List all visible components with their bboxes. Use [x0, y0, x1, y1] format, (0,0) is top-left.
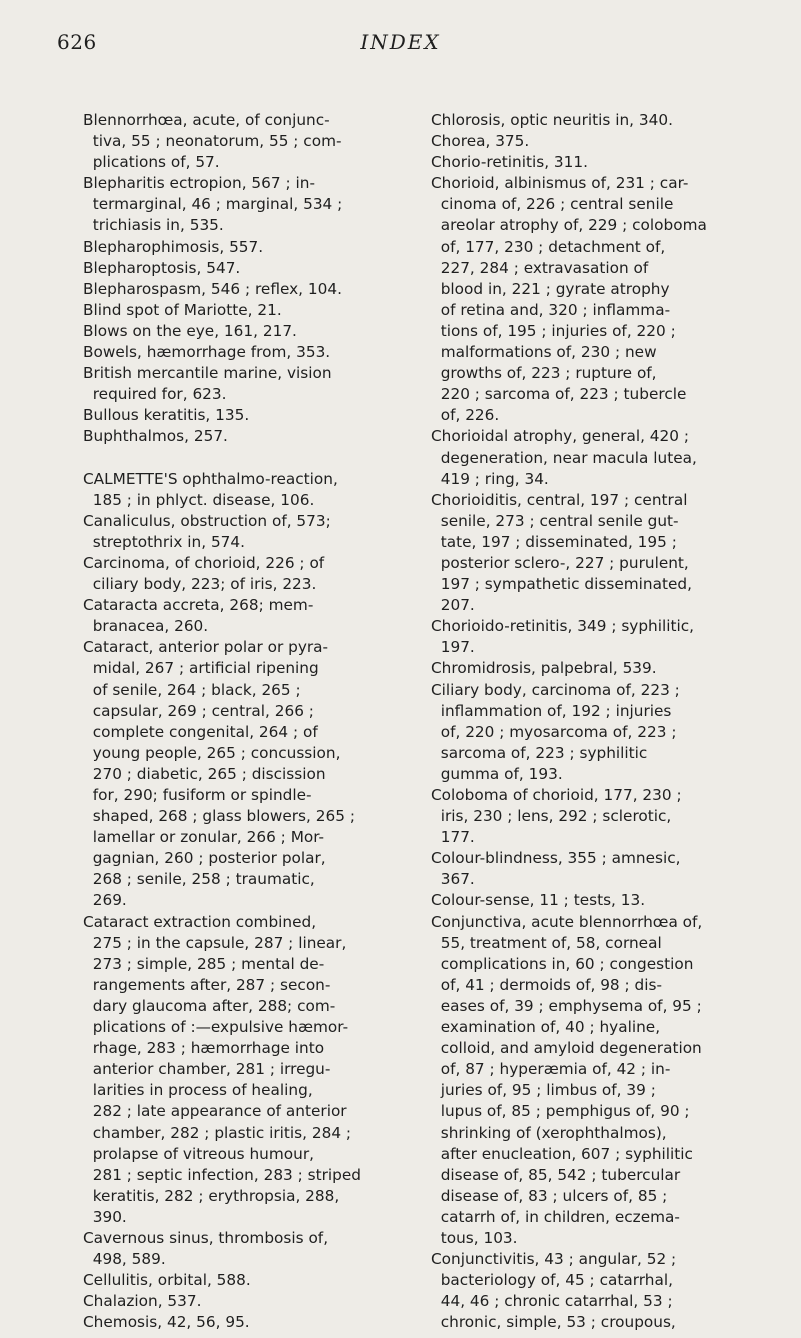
index-entry-line: young people, 265 ; concussion,	[83, 743, 341, 762]
index-entry-line: 282 ; late appearance of anterior	[83, 1102, 347, 1121]
index-entry-line: Chorioid, albinismus of, 231 ; car-	[431, 174, 689, 193]
index-entry-line: inflammation of, 192 ; injuries	[431, 701, 672, 720]
index-entry-line: examination of, 40 ; hyaline,	[431, 1018, 661, 1037]
index-entry-line: gumma of, 193.	[431, 764, 563, 783]
index-entry-line: posterior sclero-, 227 ; purulent,	[431, 553, 689, 572]
index-entry-line: 207.	[431, 596, 475, 615]
index-entry-line: required for, 623.	[83, 385, 227, 404]
index-entry-line: Blepharoptosis, 547.	[83, 258, 241, 277]
index-entry-line: Colour-sense, 11 ; tests, 13.	[431, 891, 646, 910]
index-entry-line: bacteriology of, 45 ; catarrhal,	[431, 1271, 673, 1290]
index-entry-line: Chemosis, 42, 56, 95.	[83, 1313, 250, 1332]
index-entry-line: branacea, 260.	[83, 617, 209, 636]
index-entry-line: plications of, 57.	[83, 153, 220, 172]
index-entry-line: of, 87 ; hyperæmia of, 42 ; in-	[431, 1060, 671, 1079]
index-entry-line: Chorioido-retinitis, 349 ; syphilitic,	[431, 617, 695, 636]
index-entry-line: 281 ; septic infection, 283 ; striped	[83, 1165, 362, 1184]
index-entry-line: Blind spot of Mariotte, 21.	[83, 300, 282, 319]
index-entry-line: complications in, 60 ; congestion	[431, 954, 694, 973]
index-entry-line: Chorea, 375.	[431, 132, 530, 151]
index-entry-line: 270 ; diabetic, 265 ; discission	[83, 764, 326, 783]
index-entry-line: 185 ; in phlyct. disease, 106.	[83, 490, 315, 509]
index-entry-line: Conjunctivitis, 43 ; angular, 52 ;	[431, 1250, 677, 1269]
index-entry-line: larities in process of healing,	[83, 1081, 313, 1100]
index-entry-line: Conjunctiva, acute blennorrhœa of,	[431, 912, 703, 931]
index-entry-line: Canaliculus, obstruction of, 573;	[83, 511, 331, 530]
index-entry-line: 269.	[83, 891, 127, 910]
index-entry-line: Chromidrosis, palpebral, 539.	[431, 659, 657, 678]
index-entry-line: chamber, 282 ; plastic iritis, 284 ;	[83, 1123, 352, 1142]
index-entry-line: 275 ; in the capsule, 287 ; linear,	[83, 933, 347, 952]
index-entry-line: Chorioiditis, central, 197 ; central	[431, 490, 688, 509]
index-entry-line: lupus of, 85 ; pemphigus of, 90 ;	[431, 1102, 690, 1121]
index-entry-line: gagnian, 260 ; posterior polar,	[83, 849, 326, 868]
index-entry-line: CALMETTE'S ophthalmo-reaction,	[83, 469, 338, 488]
index-entry-line: 273 ; simple, 285 ; mental de-	[83, 954, 325, 973]
index-entry-line: growths of, 223 ; rupture of,	[431, 364, 657, 383]
index-entry-line: of, 226.	[431, 406, 500, 425]
index-entry-line: complete congenital, 264 ; of	[83, 722, 318, 741]
index-entry-line: Bullous keratitis, 135.	[83, 406, 250, 425]
index-entry-line: cinoma of, 226 ; central senile	[431, 195, 674, 214]
index-entry-line: chronic, simple, 53 ; croupous,	[431, 1313, 676, 1332]
index-entry-line: of, 41 ; dermoids of, 98 ; dis-	[431, 975, 662, 994]
index-entry-line: Chalazion, 537.	[83, 1292, 202, 1311]
index-entry-line: midal, 267 ; artificial ripening	[83, 659, 319, 678]
index-entry-line: Coloboma of chorioid, 177, 230 ;	[431, 786, 682, 804]
index-entry-line: malformations of, 230 ; new	[431, 343, 657, 362]
index-entry-line: anterior chamber, 281 ; irregu-	[83, 1060, 331, 1079]
index-entry-line: eases of, 39 ; emphysema of, 95 ;	[431, 996, 702, 1015]
index-entry-line: 498, 589.	[83, 1250, 166, 1269]
index-entry-line: blood in, 221 ; gyrate atrophy	[431, 279, 670, 298]
index-entry-line: Colour-blindness, 355 ; amnesic,	[431, 849, 681, 868]
index-entry-line: disease of, 85, 542 ; tubercular	[431, 1165, 681, 1184]
index-entry-line: dary glaucoma after, 288; com-	[83, 996, 336, 1015]
index-entry-line: juries of, 95 ; limbus of, 39 ;	[431, 1081, 656, 1100]
index-entry-line: 197 ; sympathetic disseminated,	[431, 575, 692, 594]
index-entry-line: shaped, 268 ; glass blowers, 265 ;	[83, 807, 355, 826]
index-entry-line: tate, 197 ; disseminated, 195 ;	[431, 532, 677, 551]
index-entry-line: Blepharospasm, 546 ; reflex, 104.	[83, 279, 342, 298]
index-column-left	[83, 110, 413, 1333]
index-entry-line: catarrh of, in children, eczema-	[431, 1207, 680, 1226]
index-entry-line: Ciliary body, carcinoma of, 223 ;	[431, 680, 680, 699]
index-entry-line: Chorioidal atrophy, general, 420 ;	[431, 427, 690, 446]
index-entry-line: areolar atrophy of, 229 ; coloboma	[431, 216, 707, 235]
index-entry-line: 419 ; ring, 34.	[431, 469, 549, 488]
index-entry-line: 177.	[431, 828, 475, 847]
index-entry-line: shrinking of (xerophthalmos),	[431, 1123, 667, 1142]
index-entry-line: rhage, 283 ; hæmorrhage into	[83, 1039, 325, 1058]
page-number: 626	[57, 30, 97, 54]
index-entry-line	[83, 448, 413, 469]
index-entry-line: Blepharitis ectropion, 567 ; in-	[83, 174, 315, 193]
page-header	[0, 30, 801, 64]
index-entry-line: British mercantile marine, vision	[83, 364, 332, 383]
index-entry-line: 367.	[431, 870, 475, 889]
index-entry-line: keratitis, 282 ; erythropsia, 288,	[83, 1186, 340, 1205]
index-entry-line: of, 177, 230 ; detachment of,	[431, 237, 666, 256]
running-title: INDEX	[360, 30, 441, 54]
index-entry-line: plications of :—expulsive hæmor-	[83, 1018, 349, 1037]
index-entry-line: prolapse of vitreous humour,	[83, 1144, 314, 1163]
index-entry-line: sarcoma of, 223 ; syphilitic	[431, 743, 648, 762]
index-entry-line: Chlorosis, optic neuritis in, 340.	[431, 111, 673, 129]
index-entry-line: after enucleation, 607 ; syphilitic	[431, 1144, 693, 1163]
index-entry-line: Cavernous sinus, thrombosis of,	[83, 1228, 329, 1247]
index-entry-line: 227, 284 ; extravasation of	[431, 258, 649, 277]
index-entry-line: Chorio-retinitis, 311.	[431, 153, 588, 172]
index-entry-line: tions of, 195 ; injuries of, 220 ;	[431, 321, 676, 340]
index-entry-line: capsular, 269 ; central, 266 ;	[83, 701, 314, 720]
index-entry-line: Cataract, anterior polar or pyra-	[83, 638, 329, 657]
index-entry-line: colloid, and amyloid degeneration	[431, 1039, 702, 1058]
index-entry-line: of retina and, 320 ; inflamma-	[431, 300, 671, 319]
index-entry-line: tiva, 55 ; neonatorum, 55 ; com-	[83, 132, 342, 151]
index-entry-line: 44, 46 ; chronic catarrhal, 53 ;	[431, 1292, 673, 1311]
index-entry-line: Cellulitis, orbital, 588.	[83, 1271, 251, 1290]
index-column-right	[431, 110, 776, 1333]
index-entry-line: Blennorrhœa, acute, of conjunc-	[83, 111, 330, 129]
index-entry-line: Blows on the eye, 161, 217.	[83, 321, 297, 340]
index-entry-line: rangements after, 287 ; secon-	[83, 975, 331, 994]
index-entry-line: tous, 103.	[431, 1228, 518, 1247]
index-entry-line: 220 ; sarcoma of, 223 ; tubercle	[431, 385, 687, 404]
index-entry-line: 390.	[83, 1207, 127, 1226]
index-entry-line: of senile, 264 ; black, 265 ;	[83, 680, 301, 699]
index-entry-line: Carcinoma, of chorioid, 226 ; of	[83, 553, 325, 572]
index-entry-line: for, 290; fusiform or spindle-	[83, 786, 312, 804]
index-entry-line: trichiasis in, 535.	[83, 216, 224, 235]
index-entry-line: 197.	[431, 638, 475, 657]
index-entry-line: termarginal, 46 ; marginal, 534 ;	[83, 195, 343, 214]
index-entry-line: Cataract extraction combined,	[83, 912, 317, 931]
index-entry-line: lamellar or zonular, 266 ; Mor-	[83, 828, 325, 847]
index-entry-line: Cataracta accreta, 268; mem-	[83, 596, 314, 615]
index-entry-line: of, 220 ; myosarcoma of, 223 ;	[431, 722, 677, 741]
index-entry-line: degeneration, near macula lutea,	[431, 448, 697, 467]
index-entry-line: iris, 230 ; lens, 292 ; sclerotic,	[431, 807, 672, 826]
index-entry-line: senile, 273 ; central senile gut-	[431, 511, 679, 530]
index-entry-line: disease of, 83 ; ulcers of, 85 ;	[431, 1186, 668, 1205]
index-entry-line: Bowels, hæmorrhage from, 353.	[83, 343, 331, 362]
index-entry-line: Blepharophimosis, 557.	[83, 237, 264, 256]
index-entry-line: ciliary body, 223; of iris, 223.	[83, 575, 317, 594]
index-entry-line: Buphthalmos, 257.	[83, 427, 228, 446]
index-entry-line: 268 ; senile, 258 ; traumatic,	[83, 870, 315, 889]
index-entry-line: 55, treatment of, 58, corneal	[431, 933, 662, 952]
index-entry-line: streptothrix in, 574.	[83, 532, 245, 551]
